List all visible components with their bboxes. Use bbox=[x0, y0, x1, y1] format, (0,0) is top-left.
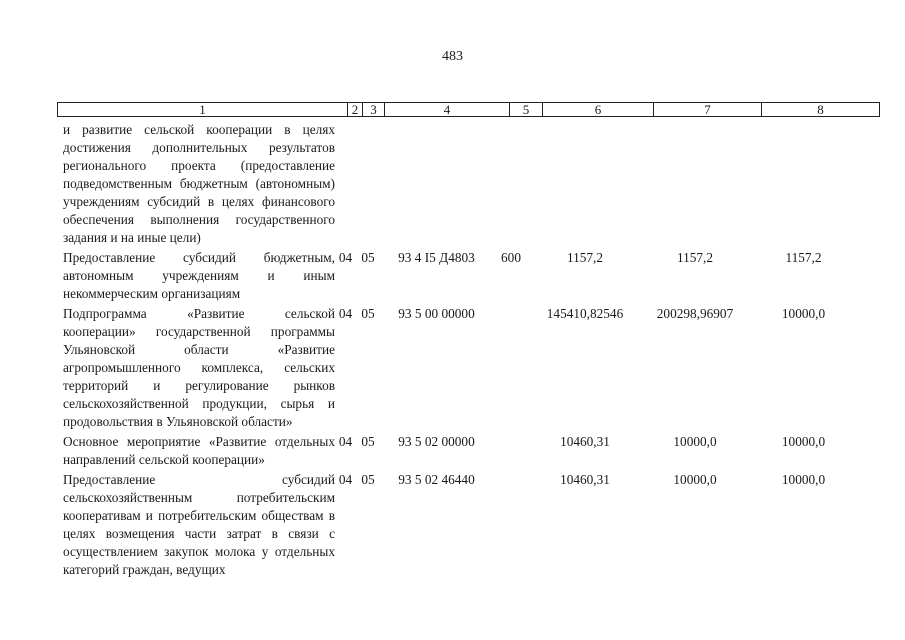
table-row bbox=[57, 121, 880, 247]
row-year1: 1157,2 bbox=[566, 250, 604, 265]
row-pr: 05 bbox=[361, 472, 375, 487]
row-year2: 10000,0 bbox=[673, 434, 717, 449]
row-name: Предоставление субсидий бюджетным, автономным учреждениям и иным некоммерческим организациям bbox=[63, 250, 335, 301]
row-pr: 05 bbox=[361, 434, 375, 449]
table-row bbox=[57, 249, 880, 303]
row-csr: 93 5 02 00000 bbox=[398, 434, 475, 449]
row-pr: 05 bbox=[361, 306, 375, 321]
row-name: Подпрограмма «Развитие сельской кооперации» государственной программы Ульяновской области «Развитие агропромышленного комплекса, сельских территорий и регулирование рынков сельскохозяйственной продукции, сырья и продовольствия в Ульяновской области» bbox=[63, 306, 335, 429]
row-year2: 10000,0 bbox=[673, 472, 717, 487]
header-col-2: 2 bbox=[348, 103, 363, 116]
row-year1: 145410,82546 bbox=[546, 306, 624, 321]
row-csr: 93 5 00 00000 bbox=[398, 306, 475, 321]
row-year3: 1157,2 bbox=[785, 250, 822, 265]
row-year1: 10460,31 bbox=[560, 434, 610, 449]
row-name: Основное мероприятие «Развитие отдельных направлений сельской кооперации» bbox=[63, 434, 335, 467]
header-col-4: 4 bbox=[385, 103, 510, 116]
header-col-7: 7 bbox=[654, 103, 762, 116]
header-col-5: 5 bbox=[510, 103, 543, 116]
table-row bbox=[57, 471, 880, 579]
table-row bbox=[57, 433, 880, 469]
row-vr bbox=[493, 433, 529, 469]
row-rz: 04 bbox=[338, 472, 353, 487]
page-number: 483 bbox=[442, 49, 463, 64]
header-col-1: 1 bbox=[58, 103, 348, 116]
row-csr: 93 5 02 46440 bbox=[398, 472, 475, 487]
row-name: и развитие сельской кооперации в целях достижения дополнительных результатов регионального проекта (предоставление подведомственным бюджетным (автономным) учреждениям субсидий в целях финансового обеспечения выполнения государственного задания и на иные цели) bbox=[63, 122, 335, 245]
row-vr bbox=[493, 471, 529, 579]
row-year2 bbox=[641, 121, 749, 247]
row-rz bbox=[335, 121, 356, 247]
row-year3: 10000,0 bbox=[781, 472, 826, 487]
row-rz: 04 bbox=[338, 250, 353, 265]
row-year1: 10460,31 bbox=[560, 472, 610, 487]
header-col-3: 3 bbox=[363, 103, 385, 116]
table-row bbox=[57, 305, 880, 431]
row-year2: 200298,96907 bbox=[656, 306, 734, 321]
row-pr: 05 bbox=[361, 250, 375, 265]
row-year3: 10000,0 bbox=[781, 306, 826, 321]
header-col-8: 8 bbox=[817, 102, 824, 117]
row-year1 bbox=[529, 121, 641, 247]
row-name: Предоставление субсидий сельскохозяйственным потребительским кооперативам и потребительским обществам в целях возмещения части затрат в связи с осуществлением закупок молока у отдельных категорий граждан, ведущих bbox=[63, 472, 335, 577]
row-csr bbox=[380, 121, 493, 247]
table-header bbox=[57, 102, 880, 117]
table-body bbox=[57, 121, 880, 581]
row-csr: 93 4 I5 Д4803 bbox=[398, 250, 475, 265]
row-pr bbox=[356, 121, 380, 247]
row-rz: 04 bbox=[338, 434, 353, 449]
row-year2: 1157,2 bbox=[676, 250, 714, 265]
row-vr bbox=[493, 121, 529, 247]
row-rz: 04 bbox=[338, 306, 353, 321]
row-vr bbox=[493, 305, 529, 431]
row-year3 bbox=[749, 121, 858, 247]
header-col-6: 6 bbox=[543, 103, 654, 116]
row-vr: 600 bbox=[501, 250, 521, 265]
row-year3: 10000,0 bbox=[781, 434, 826, 449]
